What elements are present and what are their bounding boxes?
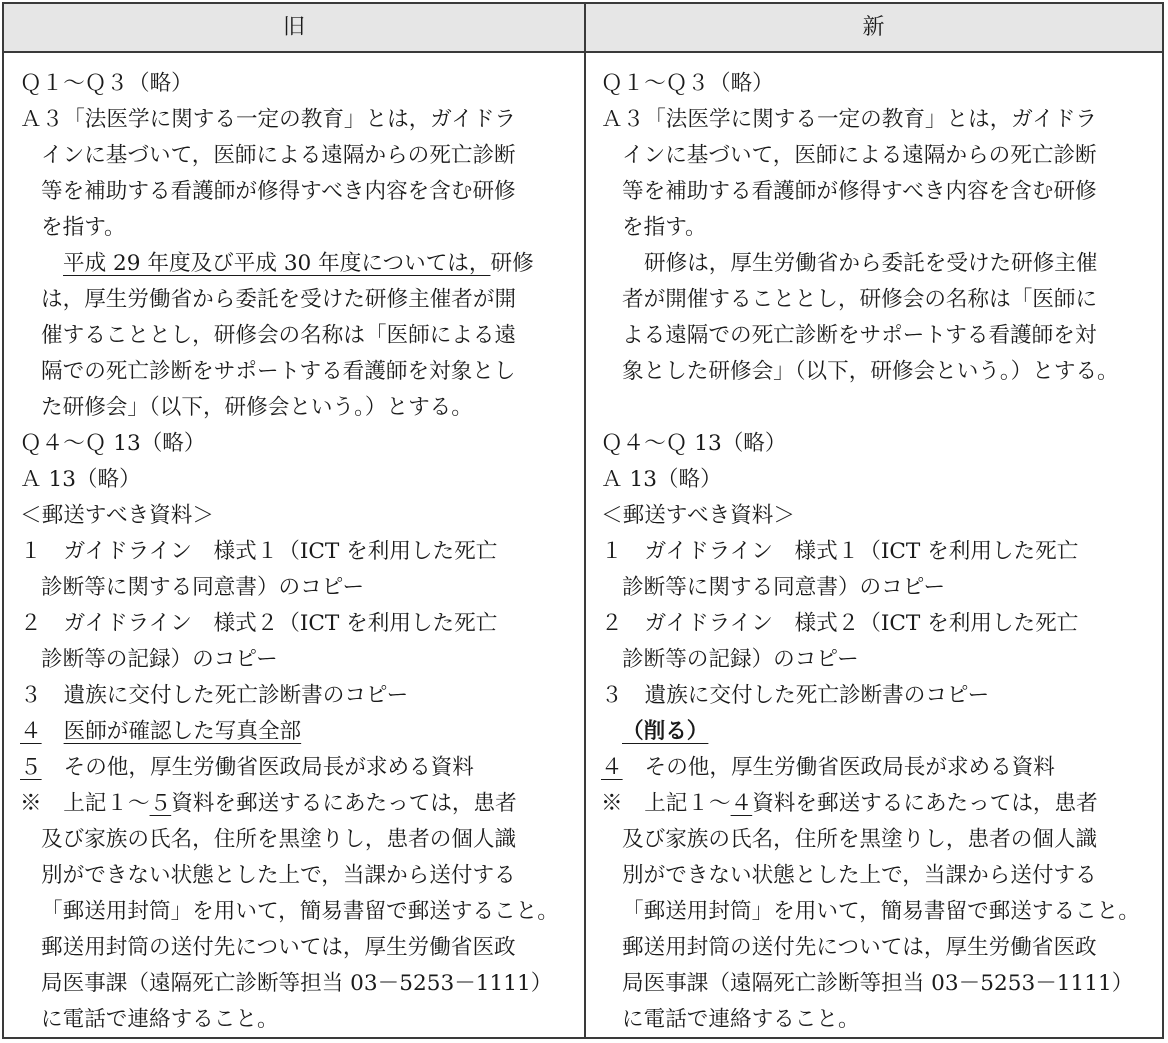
new-note-line-5: 郵送用封筒の送付先については，厚生労働省医政: [622, 935, 1097, 960]
old-q4-q13: Ｑ４～Ｑ 13（略）: [20, 431, 206, 456]
old-item-4: ４ 医師が確認した写真全部: [20, 719, 302, 744]
old-item-2-cont: 診断等の記録）のコピー: [41, 647, 278, 672]
new-note-line-7: に電話で連絡すること。: [622, 1007, 860, 1032]
new-training-line-4: 象とした研修会」（以下，研修会という。）とする。: [622, 359, 1119, 384]
column-divider: [584, 4, 586, 1037]
old-item-5: ５ その他，厚生労働省医政局長が求める資料: [20, 755, 474, 780]
new-note-line-1: ※ 上記１～４資料を郵送するにあたっては，患者: [601, 791, 1098, 816]
new-mail-title: ＜郵送すべき資料＞: [601, 503, 795, 528]
comparison-table: [2, 2, 1164, 1039]
old-note-line-7: に電話で連絡すること。: [41, 1007, 279, 1032]
old-note-line-6: 局医事課（遠隔死亡診断等担当 03－5253－1111）: [41, 971, 553, 996]
new-a3-line-1: Ａ３「法医学に関する一定の教育」とは，ガイドラ: [601, 107, 1098, 132]
new-item-4: ４ その他，厚生労働省医政局長が求める資料: [601, 755, 1055, 780]
new-training-line-3: よる遠隔での死亡診断をサポートする看護師を対: [622, 323, 1097, 348]
old-training-line-5: た研修会」（以下，研修会という。）とする。: [41, 395, 473, 420]
new-note-line-3: 別ができない状態とした上で，当課から送付する: [622, 863, 1097, 888]
new-deleted-marker: （削る）: [622, 719, 709, 744]
old-training-line-1: 平成 29 年度及び平成 30 年度については，研修: [63, 251, 534, 276]
old-a3-line-1: Ａ３「法医学に関する一定の教育」とは，ガイドラ: [20, 107, 517, 132]
old-item-1: １ ガイドライン 様式１（ICT を利用した死亡: [20, 539, 498, 564]
new-note-line-2: 及び家族の氏名，住所を黒塗りし，患者の個人識: [622, 827, 1098, 852]
new-item-1-cont: 診断等に関する同意書）のコピー: [622, 575, 946, 600]
new-a3-line-2: インに基づいて，医師による遠隔からの死亡診断: [622, 143, 1097, 168]
new-q4-q13: Ｑ４～Ｑ 13（略）: [601, 431, 787, 456]
old-a3-line-4: を指す。: [41, 215, 126, 240]
old-a3-line-2: インに基づいて，医師による遠隔からの死亡診断: [41, 143, 516, 168]
old-training-line-2: は，厚生労働省から委託を受けた研修主催者が開: [41, 287, 517, 312]
old-note-line-4: 「郵送用封筒」を用いて，簡易書留で郵送すること。: [41, 899, 559, 924]
new-column: [601, 66, 1153, 1038]
new-a3-line-3: 等を補助する看護師が修得すべき内容を含む研修: [622, 179, 1097, 204]
old-note-line-1: ※ 上記１～５資料を郵送するにあたっては，患者: [20, 791, 517, 816]
new-item-2: ２ ガイドライン 様式２（ICT を利用した死亡: [601, 611, 1079, 636]
new-training-line-1: 研修は，厚生労働省から委託を受けた研修主催: [644, 251, 1098, 276]
old-note-line-3: 別ができない状態とした上で，当課から送付する: [41, 863, 516, 888]
new-training-line-2: 者が開催することとし，研修会の名称は「医師に: [622, 287, 1098, 312]
new-note-line-6: 局医事課（遠隔死亡診断等担当 03－5253－1111）: [622, 971, 1134, 996]
old-note-line-2: 及び家族の氏名，住所を黒塗りし，患者の個人識: [41, 827, 517, 852]
old-a3-line-3: 等を補助する看護師が修得すべき内容を含む研修: [41, 179, 516, 204]
old-training-line-3: 催することとし，研修会の名称は「医師による遠: [41, 323, 517, 348]
old-item-2: ２ ガイドライン 様式２（ICT を利用した死亡: [20, 611, 498, 636]
new-a3-line-4: を指す。: [622, 215, 707, 240]
old-training-line-4: 隔での死亡診断をサポートする看護師を対象とし: [41, 359, 516, 384]
old-item-3: ３ 遺族に交付した死亡診断書のコピー: [20, 683, 409, 708]
old-column: [20, 66, 576, 1038]
old-deleted-period-text: 平成 29 年度及び平成 30 年度については，: [63, 251, 491, 276]
new-item-3: ３ 遺族に交付した死亡診断書のコピー: [601, 683, 990, 708]
header-old: 旧: [282, 15, 305, 40]
old-a13: Ａ 13（略）: [20, 467, 141, 492]
new-q1-q3: Ｑ１～Ｑ３（略）: [601, 71, 774, 96]
new-item-2-cont: 診断等の記録）のコピー: [622, 647, 859, 672]
old-q1-q3: Ｑ１～Ｑ３（略）: [20, 71, 193, 96]
old-item-1-cont: 診断等に関する同意書）のコピー: [41, 575, 365, 600]
new-item-1: １ ガイドライン 様式１（ICT を利用した死亡: [601, 539, 1079, 564]
new-note-line-4: 「郵送用封筒」を用いて，簡易書留で郵送すること。: [622, 899, 1140, 924]
table-header: [4, 4, 1162, 53]
header-new: 新: [862, 15, 885, 40]
old-note-line-5: 郵送用封筒の送付先については，厚生労働省医政: [41, 935, 516, 960]
old-mail-title: ＜郵送すべき資料＞: [20, 503, 214, 528]
new-a13: Ａ 13（略）: [601, 467, 722, 492]
new-blank-line: [601, 390, 1153, 426]
